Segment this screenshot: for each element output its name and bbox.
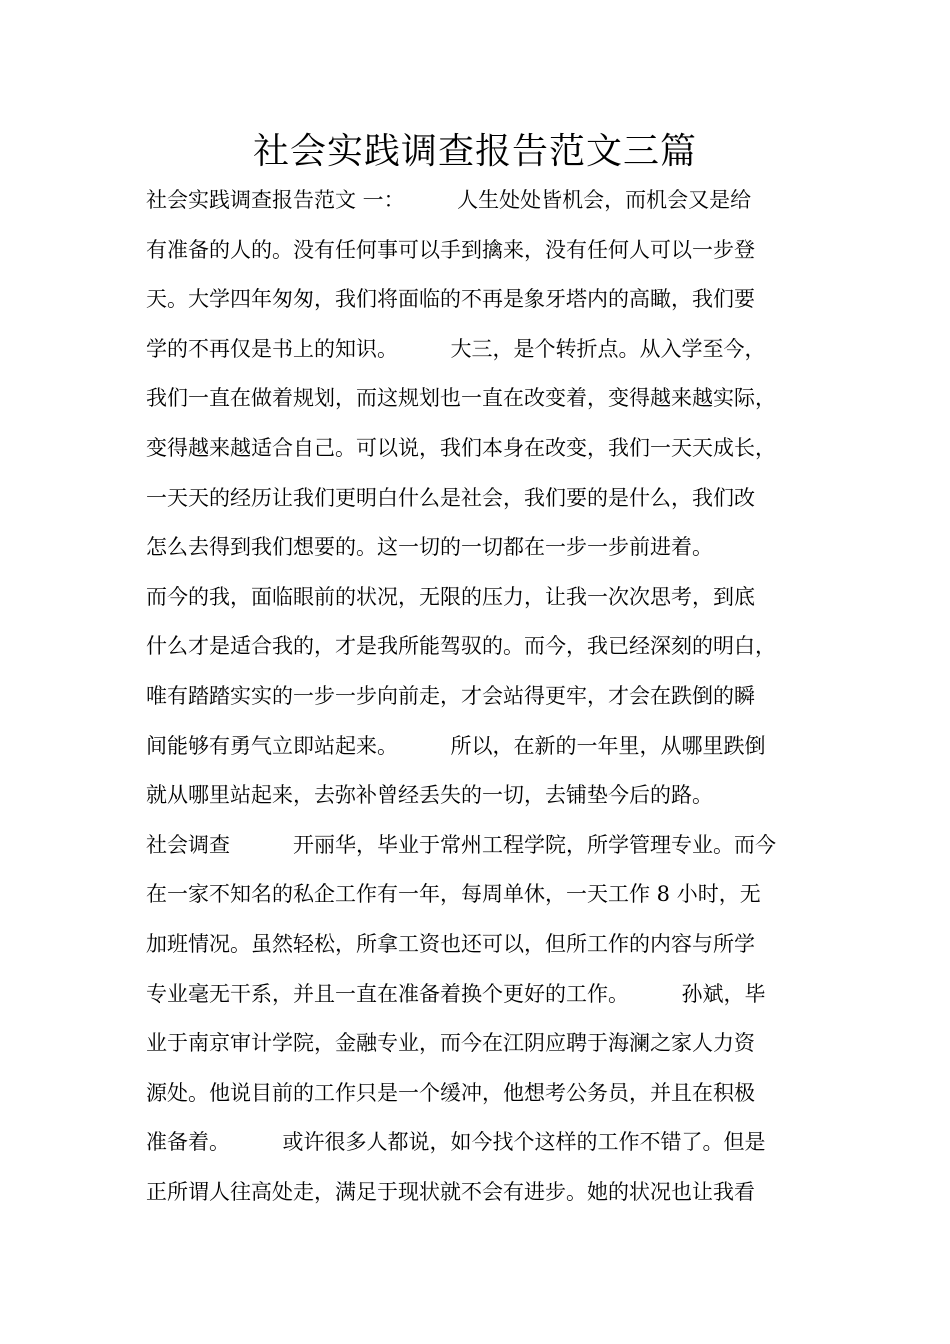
body-line: 社会实践调查报告范文 一： 人生处处皆机会，而机会又是给 [146,188,752,212]
body-line: 什么才是适合我的，才是我所能驾驭的。而今，我已经深刻的明白， [146,634,776,659]
body-line: 有准备的人的。没有任何事可以手到擒来，没有任何人可以一步登 [146,237,755,262]
body-line: 加班情况。虽然轻松，所拿工资也还可以，但所工作的内容与所学 [146,931,755,956]
document-body [146,176,826,1217]
body-line: 我们一直在做着规划，而这规划也一直在改变着，变得越来越实际， [146,386,776,411]
body-line: 唯有踏踏实实的一步一步向前走，才会站得更牢，才会在跌倒的瞬 [146,683,755,708]
body-line: 一天天的经历让我们更明白什么是社会，我们要的是什么，我们改 [146,485,755,510]
body-line: 源处。他说目前的工作只是一个缓冲，他想考公务员，并且在积极 [146,1080,755,1105]
body-line: 就从哪里站起来，去弥补曾经丢失的一切，去铺垫今后的路。 [146,783,713,808]
body-line: 而今的我，面临眼前的状况，无限的压力，让我一次次思考，到底 [146,584,755,609]
body-line: 准备着。 或许很多人都说，如今找个这样的工作不错了。但是 [146,1130,766,1155]
body-line: 在一家不知名的私企工作有一年，每周单休，一天工作 8 小时，无 [146,882,761,907]
body-line: 社会调查 开丽华，毕业于常州工程学院，所学管理专业。而今 [146,832,776,857]
body-line: 间能够有勇气立即站起来。 所以，在新的一年里，从哪里跌倒 [146,733,766,758]
body-line: 变得越来越适合自己。可以说，我们本身在改变，我们一天天成长， [146,435,776,460]
body-line: 怎么去得到我们想要的。这一切的一切都在一步一步前进着。 [146,535,713,560]
body-line: 业于南京审计学院，金融专业，而今在江阴应聘于海澜之家人力资 [146,1031,755,1056]
body-line: 学的不再仅是书上的知识。 大三，是个转折点。从入学至今， [146,336,766,361]
body-line: 天。大学四年匆匆，我们将面临的不再是象牙塔内的高瞰，我们要 [146,287,755,312]
document-title: 社会实践调查报告范文三篇 [252,131,697,172]
body-line: 专业毫无干系，并且一直在准备着换个更好的工作。 孙斌，毕 [146,981,766,1006]
body-line: 正所谓人往高处走，满足于现状就不会有进步。她的状况也让我看 [146,1179,755,1204]
